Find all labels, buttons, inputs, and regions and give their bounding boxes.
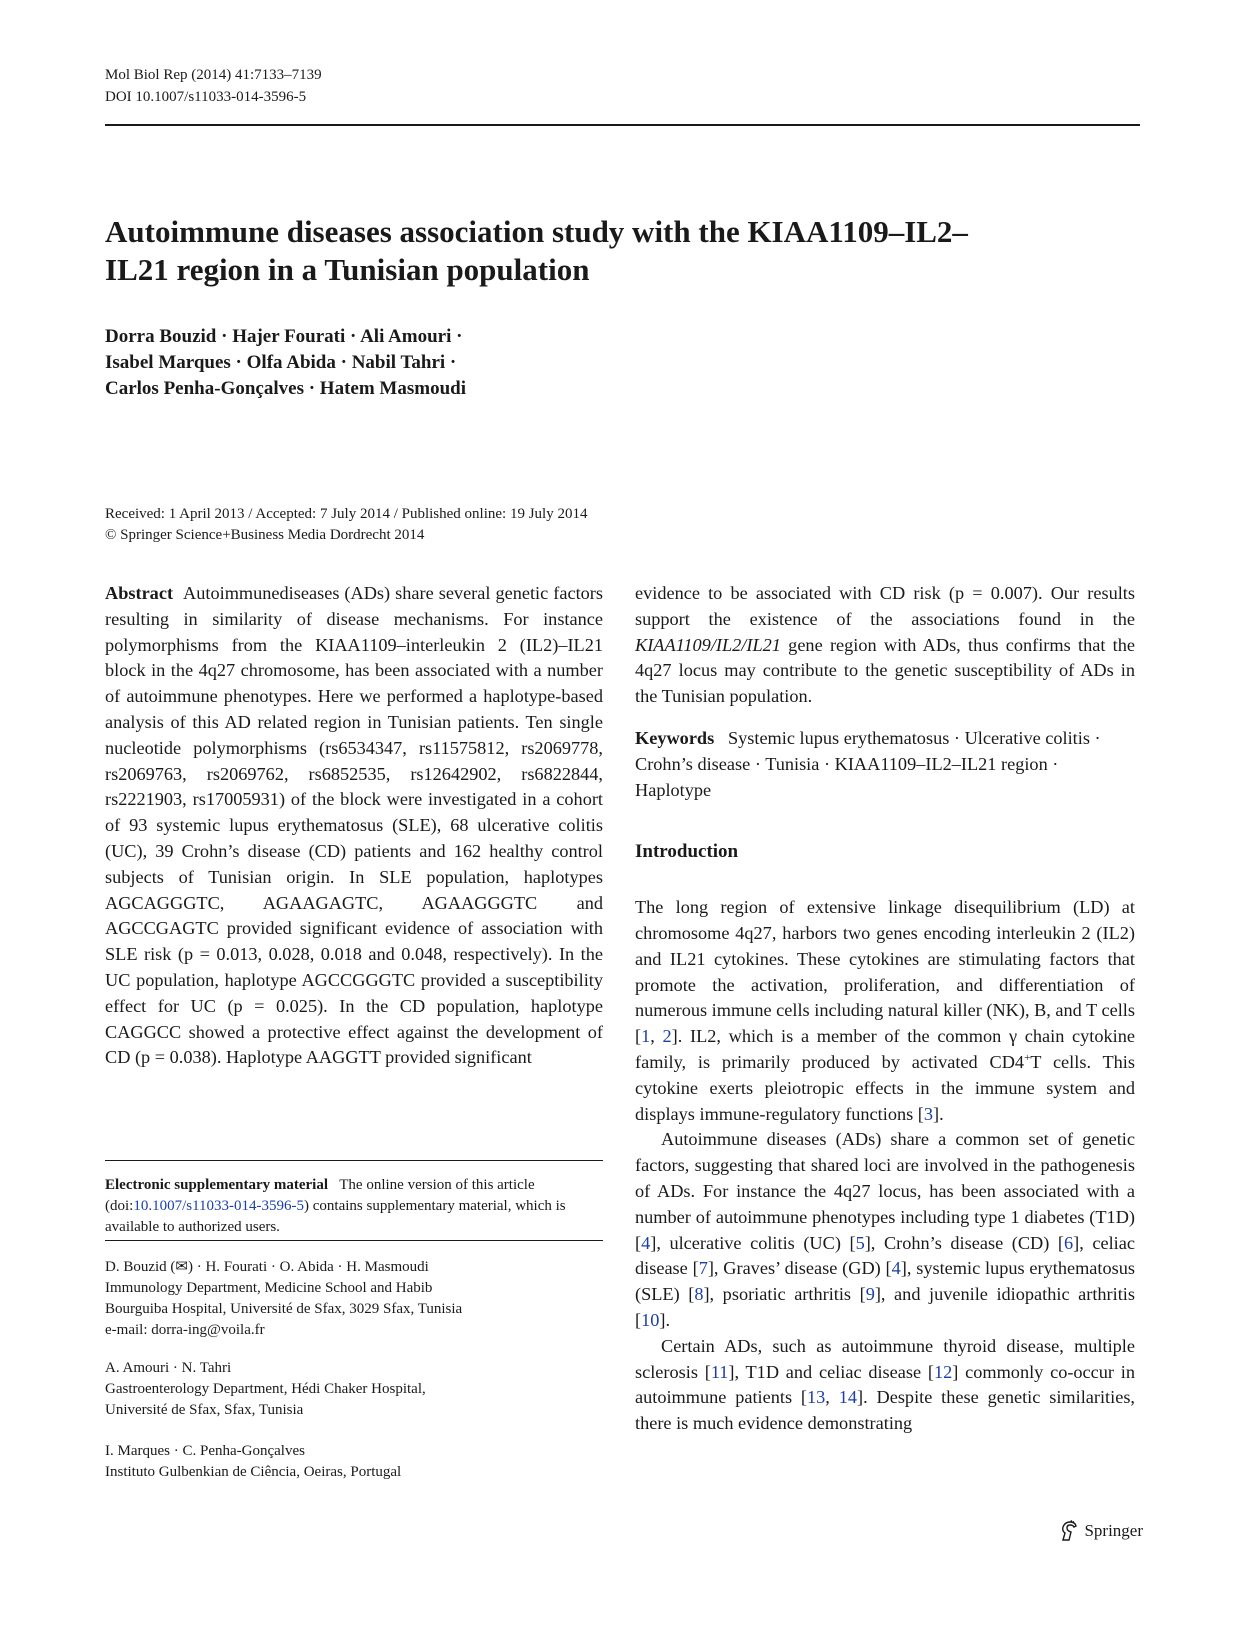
affiliation-authors: I. Marques · C. Penha-Gonçalves bbox=[105, 1443, 305, 1459]
citation-ref[interactable]: 1 bbox=[641, 1026, 651, 1047]
abstract-paragraph bbox=[105, 581, 603, 1071]
affiliation-line: Université de Sfax, Sfax, Tunisia bbox=[105, 1402, 304, 1418]
superscript: + bbox=[1024, 1051, 1031, 1064]
affiliation-line: Gastroenterology Department, Hédi Chaker Hospital, bbox=[105, 1381, 426, 1397]
intro-text: ], celiac disease [ bbox=[635, 1232, 1135, 1279]
keyword: Crohn’s disease bbox=[635, 753, 751, 774]
author-line: Dorra Bouzid · Hajer Fourati · Ali Amouri · bbox=[105, 326, 463, 347]
intro-text: The long region of extensive linkage disequilibrium (LD) at chromosome 4q27, harbors two genes encoding interleukin 2 (IL2) and IL21 cytokines. These cytokines are stimulating factors that promote the activation, proliferation, and differentiation of numerous immune cells including natural killer (NK), B, and T cells [ bbox=[635, 897, 1135, 1047]
intro-paragraph-2 bbox=[635, 1127, 1135, 1333]
citation-ref[interactable]: 3 bbox=[923, 1103, 934, 1124]
citation-ref[interactable]: 13 bbox=[807, 1387, 826, 1408]
citation-ref[interactable]: 8 bbox=[694, 1284, 704, 1305]
author-line: Carlos Penha-Gonçalves · Hatem Masmoudi bbox=[105, 378, 466, 399]
intro-text: T cells. This cytokine exerts pleiotropic effects in the immune system and displays immune-regulatory functions [ bbox=[635, 1051, 1135, 1124]
citation-ref[interactable]: 2 bbox=[662, 1026, 672, 1047]
citation-ref[interactable]: 5 bbox=[855, 1232, 865, 1253]
intro-paragraph-1: The long region of extensive linkage disequilibrium (LD) at chromosome 4q27, harbors two genes encoding interleukin 2 (IL2) and IL21 cytokines. These cytokines are stimulating factors that promote the activation, proliferation, and differentiation of numerous immune cells including natural killer (NK), B, and T cells [1, 2]. IL2, which is a member of the common γ chain cytokine family, is primarily produced by activated CD4+T cells. This cytokine exerts pleiotropic effects in the immune system and displays immune-regulatory functions [3]. bbox=[635, 897, 1136, 1124]
received-accepted-line: Received: 1 April 2013 / Accepted: 7 July 2014 / Published online: 19 July 2014 bbox=[105, 506, 588, 522]
keyword: KIAA1109–IL2–IL21 region bbox=[834, 753, 1048, 774]
footnote-rule bbox=[105, 1160, 603, 1161]
intro-text: ]. IL2, which is a member of the common γ chain cytokine family, is primarily produced by activated CD4 bbox=[635, 1026, 1136, 1072]
intro-paragraph-3: Certain ADs, such as autoimmune thyroid disease, multiple sclerosis [11], T1D and celiac disease [12] commonly co-occur in autoimmune patients [13, 14]. Despite these genetic similarities, there is much evidence demonstrating bbox=[635, 1335, 1136, 1434]
affiliation-line: Bourguiba Hospital, Université de Sfax, 3029 Sfax, Tunisia bbox=[105, 1301, 463, 1317]
keyword: Tunisia bbox=[765, 753, 820, 774]
article-title bbox=[105, 213, 1135, 289]
citation-ref[interactable]: 7 bbox=[698, 1258, 708, 1279]
intro-text: ]. Despite these genetic similarities, there is much evidence demonstrating bbox=[635, 1387, 1136, 1434]
intro-text: Autoimmune diseases (ADs) share a common set of genetic factors, suggesting that shared loci are involved in the pathogenesis of ADs. For instance the 4q27 locus, has been associated with a number of autoimmune phenotypes including type 1 diabetes (T1D) [ bbox=[635, 1129, 1135, 1253]
intro-text: ], psoriatic arthritis [ bbox=[703, 1284, 866, 1305]
esm-doi-link[interactable]: 10.1007/s11033-014-3596-5 bbox=[133, 1198, 305, 1214]
affiliation-line: Instituto Gulbenkian de Ciência, Oeiras, Portugal bbox=[105, 1464, 402, 1480]
esm-text: The online version of this article (doi: bbox=[105, 1177, 535, 1214]
keyword: Haplotype bbox=[635, 779, 712, 800]
abstract-text: Autoimmunediseases (ADs) share several genetic factors resulting in similarity of disease mechanisms. For instance polymorphisms from the KIAA1109–interleukin 2 (IL2)–IL21 block in the 4q27 chromosome, has been associated with a number of autoimmune phenotypes. Here we performed a haplotype-based analysis of this AD related region in Tunisian patients. Ten single nucleotide polymorphisms (rs6534347, rs11575812, rs2069778, rs2069763, rs2069762, rs6852535, rs12642902, rs6822844, rs2221903, rs17005931) of the block were investigated in a cohort of 93 systemic lupus erythematosus (SLE), 68 ulcerative colitis (UC), 39 Crohn’s disease (CD) patients and 162 healthy control subjects of Tunisian origin. In SLE population, haplotypes AGCAGGGTC, AGAAGAGTC, AGAAGGGTC and AGCCGAGTC provided significant evidence of association with SLE risk (p = 0.013, 0.028, 0.018 and 0.048, respectively). In the UC population, haplotype AGCCGGGTC provided a susceptibility effect for UC (p = 0.025). In the CD population, haplotype CAGGCC showed a protective effect against the development of CD (p = 0.038). Haplotype AAGGTT provided significant bbox=[105, 583, 603, 1068]
intro-text: ], and juvenile idiopathic arthritis [ bbox=[635, 1284, 1135, 1330]
keywords-label: Keywords bbox=[635, 727, 715, 748]
intro-text: ], Graves’ disease (GD) [ bbox=[707, 1258, 892, 1279]
publisher-name: Springer bbox=[1084, 1521, 1143, 1540]
springer-horse-icon bbox=[1059, 1520, 1079, 1542]
citation-ref[interactable]: 4 bbox=[641, 1232, 651, 1253]
intro-text: ], ulcerative colitis (UC) [ bbox=[650, 1232, 856, 1253]
abstract-column bbox=[105, 581, 603, 1071]
citation-ref[interactable]: 14 bbox=[838, 1387, 857, 1408]
keyword: Ulcerative colitis bbox=[964, 727, 1090, 748]
publisher-logo bbox=[1059, 1520, 1143, 1542]
copyright-line: © Springer Science+Business Media Dordrecht 2014 bbox=[105, 527, 425, 543]
affiliation-authors: D. Bouzid (✉) · H. Fourati · O. Abida · H. Masmoudi bbox=[105, 1259, 429, 1275]
citation-ref[interactable]: 4 bbox=[891, 1258, 901, 1279]
affiliation-rule bbox=[105, 1240, 603, 1241]
article-title-line: Autoimmune diseases association study with the KIAA1109–IL2– bbox=[105, 214, 968, 249]
intro-text: Certain ADs, such as autoimmune thyroid disease, multiple sclerosis [ bbox=[635, 1335, 1135, 1382]
affiliation-1 bbox=[105, 1257, 603, 1341]
intro-text: ]. bbox=[659, 1309, 671, 1330]
citation-ref[interactable]: 10 bbox=[641, 1309, 660, 1330]
affiliation-line: Immunology Department, Medicine School and Habib bbox=[105, 1280, 433, 1296]
publication-dates bbox=[105, 504, 1005, 546]
keywords-block: Keywords Systemic lupus erythematosus · Ulcerative colitis · Crohn’s disease · Tunisia · KIAA1109–IL2–IL21 region · Haplotype bbox=[635, 727, 1101, 800]
author-email[interactable]: e-mail: dorra-ing@voila.fr bbox=[105, 1322, 265, 1338]
affiliation-2 bbox=[105, 1358, 603, 1421]
abstract-label: Abstract bbox=[105, 583, 174, 603]
citation-ref[interactable]: 11 bbox=[710, 1361, 729, 1382]
right-column bbox=[635, 581, 1135, 1437]
citation-ref[interactable]: 12 bbox=[933, 1361, 953, 1382]
intro-text: ], Crohn’s disease (CD) [ bbox=[864, 1232, 1064, 1253]
abstract-text: gene region with ADs, thus confirms that the 4q27 locus may contribute to the genetic susceptibility of ADs in the Tunisian population. bbox=[635, 634, 1135, 707]
keyword: Systemic lupus erythematosus bbox=[727, 727, 950, 748]
affiliation-3 bbox=[105, 1441, 603, 1483]
section-heading-introduction: Introduction bbox=[635, 841, 739, 863]
supplementary-note bbox=[105, 1175, 603, 1238]
intro-text: ], T1D and celiac disease [ bbox=[728, 1361, 934, 1382]
esm-text: ) contains supplementary material, which is available to authorized users. bbox=[105, 1198, 566, 1235]
journal-doi: DOI 10.1007/s11033-014-3596-5 bbox=[105, 89, 307, 105]
esm-label: Electronic supplementary material bbox=[105, 1177, 329, 1193]
author-line: Isabel Marques · Olfa Abida · Nabil Tahri · bbox=[105, 352, 457, 373]
gene-region-italic: KIAA1109/IL2/IL21 bbox=[635, 634, 781, 655]
intro-text: ] commonly co-occur in autoimmune patients [ bbox=[635, 1361, 1136, 1408]
journal-citation: Mol Biol Rep (2014) 41:7133–7139 bbox=[105, 67, 322, 83]
header-rule bbox=[105, 124, 1140, 126]
citation-ref[interactable]: 9 bbox=[865, 1284, 875, 1305]
article-title-line: IL21 region in a Tunisian population bbox=[105, 252, 590, 287]
intro-text: ]. bbox=[933, 1103, 944, 1124]
intro-text: ], systemic lupus erythematosus (SLE) [ bbox=[635, 1258, 1136, 1305]
affiliation-authors: A. Amouri · N. Tahri bbox=[105, 1360, 232, 1376]
author-list bbox=[105, 324, 705, 402]
abstract-text: evidence to be associated with CD risk (p = 0.007). Our results support the existence of the associations found in the bbox=[635, 583, 1135, 629]
citation-ref[interactable]: 6 bbox=[1064, 1232, 1074, 1253]
journal-header bbox=[105, 64, 322, 108]
abstract-continuation bbox=[635, 581, 1135, 710]
